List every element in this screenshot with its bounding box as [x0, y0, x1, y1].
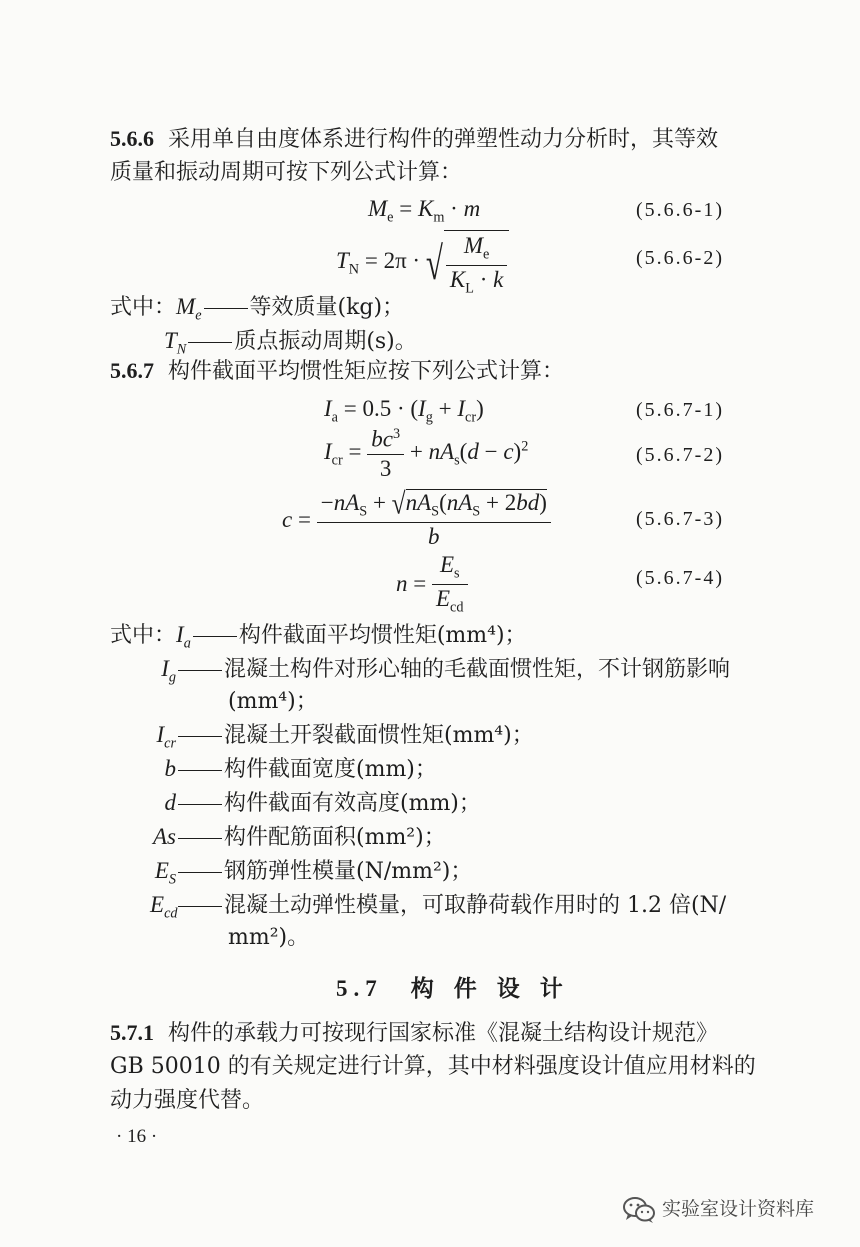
- clause-number: 5.6.6: [110, 126, 154, 151]
- wechat-icon: [622, 1196, 656, 1224]
- definition-row: d 构件截面有效高度(mm)；: [164, 790, 481, 816]
- em-dash: [178, 804, 222, 805]
- clause-5-7-1-line3: 动力强度代替。: [110, 1088, 265, 1113]
- definition-row: 式中：$M_e$ 等效质量(kg)；: [110, 294, 405, 324]
- clause-5-6-6-line2: 质量和振动周期可按下列公式计算：: [110, 160, 463, 185]
- clause-number: 5.6.7: [110, 358, 154, 383]
- em-dash: [178, 770, 222, 771]
- definition-row: 式中：$I_a$ 构件截面平均惯性矩(mm⁴)；: [110, 622, 527, 652]
- section-heading: 5.7 构 件 设 计: [336, 975, 569, 1002]
- equation-label: (5.6.7-4): [636, 567, 724, 589]
- em-dash: [178, 906, 222, 907]
- definition-row: $I_{cr}$ 混凝土开裂截面惯性矩(mm⁴)；: [156, 722, 534, 752]
- equation-5-6-7-4: n = $\frac{E_s}{E_{cd}}$: [396, 552, 468, 616]
- em-dash: [178, 838, 222, 839]
- definition-continuation: mm²)。: [228, 925, 310, 950]
- equation-5-6-7-2: $I_{cr}$ = $\frac{bc^3}{3}$ + $nA_s(d - c)^2$: [324, 426, 529, 481]
- equation-label: (5.6.7-3): [636, 508, 724, 530]
- definition-continuation: (mm⁴)；: [228, 689, 318, 714]
- definition-row: $E_S$ 钢筋弹性模量(N/mm²)；: [154, 858, 473, 888]
- clause-5-6-6-line1: [110, 128, 718, 151]
- equation-5-6-7-3: c = $\frac{-nA_S + √nA_S(nA_S + 2bd)}{b}$: [282, 490, 551, 550]
- definition-row: $T_N$ 质点振动周期(s)。: [164, 328, 417, 358]
- clause-5-6-7-line1: 5.6.7 构件截面平均惯性矩应按下列公式计算：: [110, 358, 565, 384]
- equation-5-6-6-2: $T_N = 2\pi$ · √ $\frac{M_e}{K_L \cdot k}$: [336, 230, 509, 297]
- definition-row: b 构件截面宽度(mm)；: [164, 756, 437, 782]
- em-dash: [178, 736, 222, 737]
- page-number: · 16 ·: [116, 1126, 158, 1147]
- equation-5-6-6-1: $M_e = K_m \cdot m$: [368, 196, 481, 226]
- watermark: [622, 1194, 814, 1224]
- clause-number: 5.7.1: [110, 1020, 154, 1045]
- equation-label: (5.6.7-1): [636, 399, 724, 421]
- em-dash: [193, 636, 237, 637]
- em-dash: [204, 308, 248, 309]
- clause-5-7-1-line2: GB 50010 的有关规定进行计算，其中材料强度设计值应用材料的: [110, 1054, 756, 1079]
- definition-row: $E_{cd}$ 混凝土动弹性模量，可取静荷载作用时的 1.2 倍(N/: [150, 892, 727, 922]
- definition-row: As 构件配筋面积(mm²)；: [152, 824, 446, 850]
- em-dash: [178, 670, 222, 671]
- clause-text: 采用单自由度体系进行构件的弹塑性动力分析时，其等效: [168, 127, 719, 152]
- equation-label: (5.6.6-1): [636, 199, 724, 221]
- definition-row: $I_g$ 混凝土构件对形心轴的毛截面惯性矩，不计钢筋影响: [161, 656, 731, 686]
- em-dash: [188, 342, 232, 343]
- watermark-text: 实验室设计资料库: [662, 1198, 815, 1220]
- equation-label: (5.6.6-2): [636, 247, 724, 269]
- equation-label: (5.6.7-2): [636, 444, 724, 466]
- clause-5-7-1-line1: 5.7.1 构件的承载力可按现行国家标准《混凝土结构设计规范》: [110, 1020, 719, 1046]
- equation-5-6-7-1: $I_a = 0.5 \cdot (I_g + I_{cr})$: [324, 396, 484, 426]
- em-dash: [178, 872, 222, 873]
- where-prefix: 式中：: [110, 623, 177, 648]
- where-prefix: 式中：: [110, 295, 177, 320]
